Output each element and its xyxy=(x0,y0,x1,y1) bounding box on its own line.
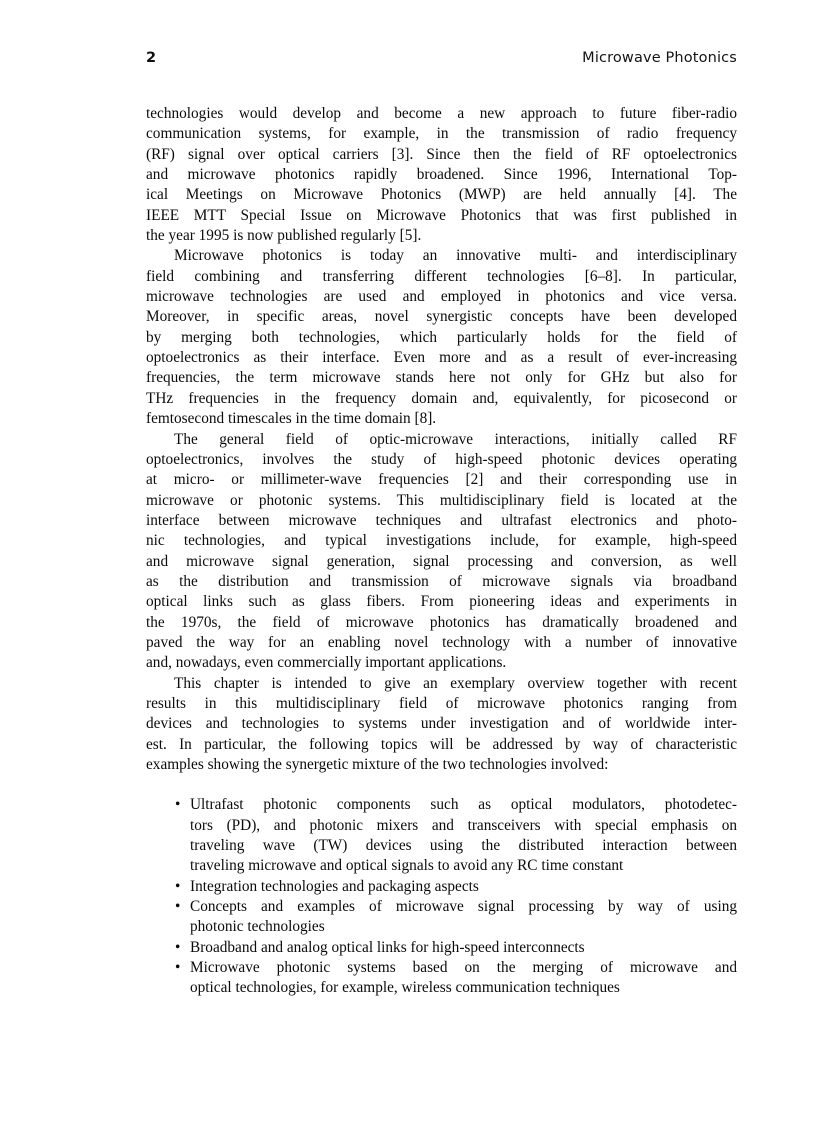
text-line: The general field of optic-microwave interactions, initially called RF xyxy=(174,430,737,448)
text-line: Ultrafast photonic components such as optical modulators, photodetec- xyxy=(190,796,737,814)
text-line: at micro- or millimeter-wave frequencies [2] and their corresponding use in xyxy=(146,471,737,489)
list-item xyxy=(146,958,737,999)
bullet-dot-icon: • xyxy=(175,959,181,977)
text-line: IEEE MTT Special Issue on Microwave Photonics that was first published in xyxy=(146,206,737,224)
text-line: This chapter is intended to give an exemplary overview together with recent xyxy=(174,674,737,692)
text-line: THz frequencies in the frequency domain and, equivalently, for picosecond or xyxy=(146,389,737,407)
text-line: traveling microwave and optical signals to avoid any RC time constant xyxy=(190,857,624,875)
text-line: frequencies, the term microwave stands here not only for GHz but also for xyxy=(146,369,737,387)
text-line: femtosecond timescales in the time domain [8]. xyxy=(146,410,437,428)
text-line: the 1970s, the field of microwave photonics has dramatically broadened and xyxy=(146,613,737,631)
list-item xyxy=(146,877,737,897)
bullet-dot-icon: • xyxy=(175,796,181,814)
text-line: Microwave photonic systems based on the merging of microwave and xyxy=(190,959,737,977)
text-line: interface between microwave techniques and ultrafast electronics and photo- xyxy=(146,511,737,529)
paragraph xyxy=(146,104,737,246)
text-line: as the distribution and transmission of microwave signals via broadband xyxy=(146,572,737,590)
paragraph xyxy=(146,246,737,429)
text-line: ical Meetings on Microwave Photonics (MWP) are held annually [4]. The xyxy=(146,186,737,204)
text-line: est. In particular, the following topics will be addressed by way of characteristic xyxy=(146,735,737,753)
list-item xyxy=(146,897,737,938)
text-column xyxy=(146,104,737,999)
paragraph xyxy=(146,430,737,674)
text-line: Broadband and analog optical links for high-speed interconnects xyxy=(190,938,585,956)
text-line: Moreover, in specific areas, novel synergistic concepts have been developed xyxy=(146,308,737,326)
text-line: tors (PD), and photonic mixers and transceivers with special emphasis on xyxy=(190,816,737,834)
topics-bullet-list xyxy=(146,795,737,998)
text-line: optoelectronics, involves the study of high-speed photonic devices operating xyxy=(146,450,737,468)
text-line: technologies would develop and become a new approach to future fiber-radio xyxy=(146,105,737,122)
text-line: devices and technologies to systems under investigation and of worldwide inter- xyxy=(146,715,737,733)
body-paragraphs xyxy=(146,104,737,775)
bullet-dot-icon: • xyxy=(175,877,181,895)
running-head xyxy=(146,50,737,72)
text-line: the year 1995 is now published regularly [5]. xyxy=(146,227,422,245)
text-line: Integration technologies and packaging aspects xyxy=(190,877,479,895)
text-line: and microwave signal generation, signal processing and conversion, as well xyxy=(146,552,737,570)
text-line: field combining and transferring different technologies [6–8]. In particular, xyxy=(146,267,737,285)
text-line: optical technologies, for example, wireless communication techniques xyxy=(190,979,620,997)
text-line: Microwave photonics is today an innovative multi- and interdisciplinary xyxy=(174,247,737,265)
text-line: microwave or photonic systems. This multidisciplinary field is located at the xyxy=(146,491,737,509)
text-line: nic technologies, and typical investigations include, for example, high-speed xyxy=(146,532,737,550)
page-number: 2 xyxy=(146,50,157,66)
list-item xyxy=(146,795,737,876)
text-line: communication systems, for example, in the transmission of radio frequency xyxy=(146,125,737,143)
paragraph xyxy=(146,674,737,776)
text-line: photonic technologies xyxy=(190,918,325,936)
text-line: Concepts and examples of microwave signal processing by way of using xyxy=(190,898,737,916)
bullet-dot-icon: • xyxy=(175,898,181,916)
text-line: examples showing the synergetic mixture of the two technologies involved: xyxy=(146,756,609,773)
text-line: optoelectronics as their interface. Even more and as a result of ever-increasing xyxy=(146,349,737,367)
text-line: and, nowadays, even commercially important applications. xyxy=(146,654,507,672)
text-line: optical links such as glass fibers. From pioneering ideas and experiments in xyxy=(146,593,737,611)
bullet-dot-icon: • xyxy=(175,938,181,956)
text-line: paved the way for an enabling novel technology with a number of innovative xyxy=(146,633,737,651)
text-line: and microwave photonics rapidly broadened. Since 1996, International Top- xyxy=(146,166,737,184)
text-line: by merging both technologies, which particularly holds for the field of xyxy=(146,328,737,346)
text-line: microwave technologies are used and employed in photonics and vice versa. xyxy=(146,288,737,306)
text-line: (RF) signal over optical carriers [3]. Since then the field of RF optoelectronics xyxy=(146,145,737,163)
text-line: traveling wave (TW) devices using the distributed interaction between xyxy=(190,837,737,855)
text-line: results in this multidisciplinary field of microwave photonics ranging from xyxy=(146,694,737,712)
running-head-title: Microwave Photonics xyxy=(582,50,737,66)
list-item xyxy=(146,938,737,958)
